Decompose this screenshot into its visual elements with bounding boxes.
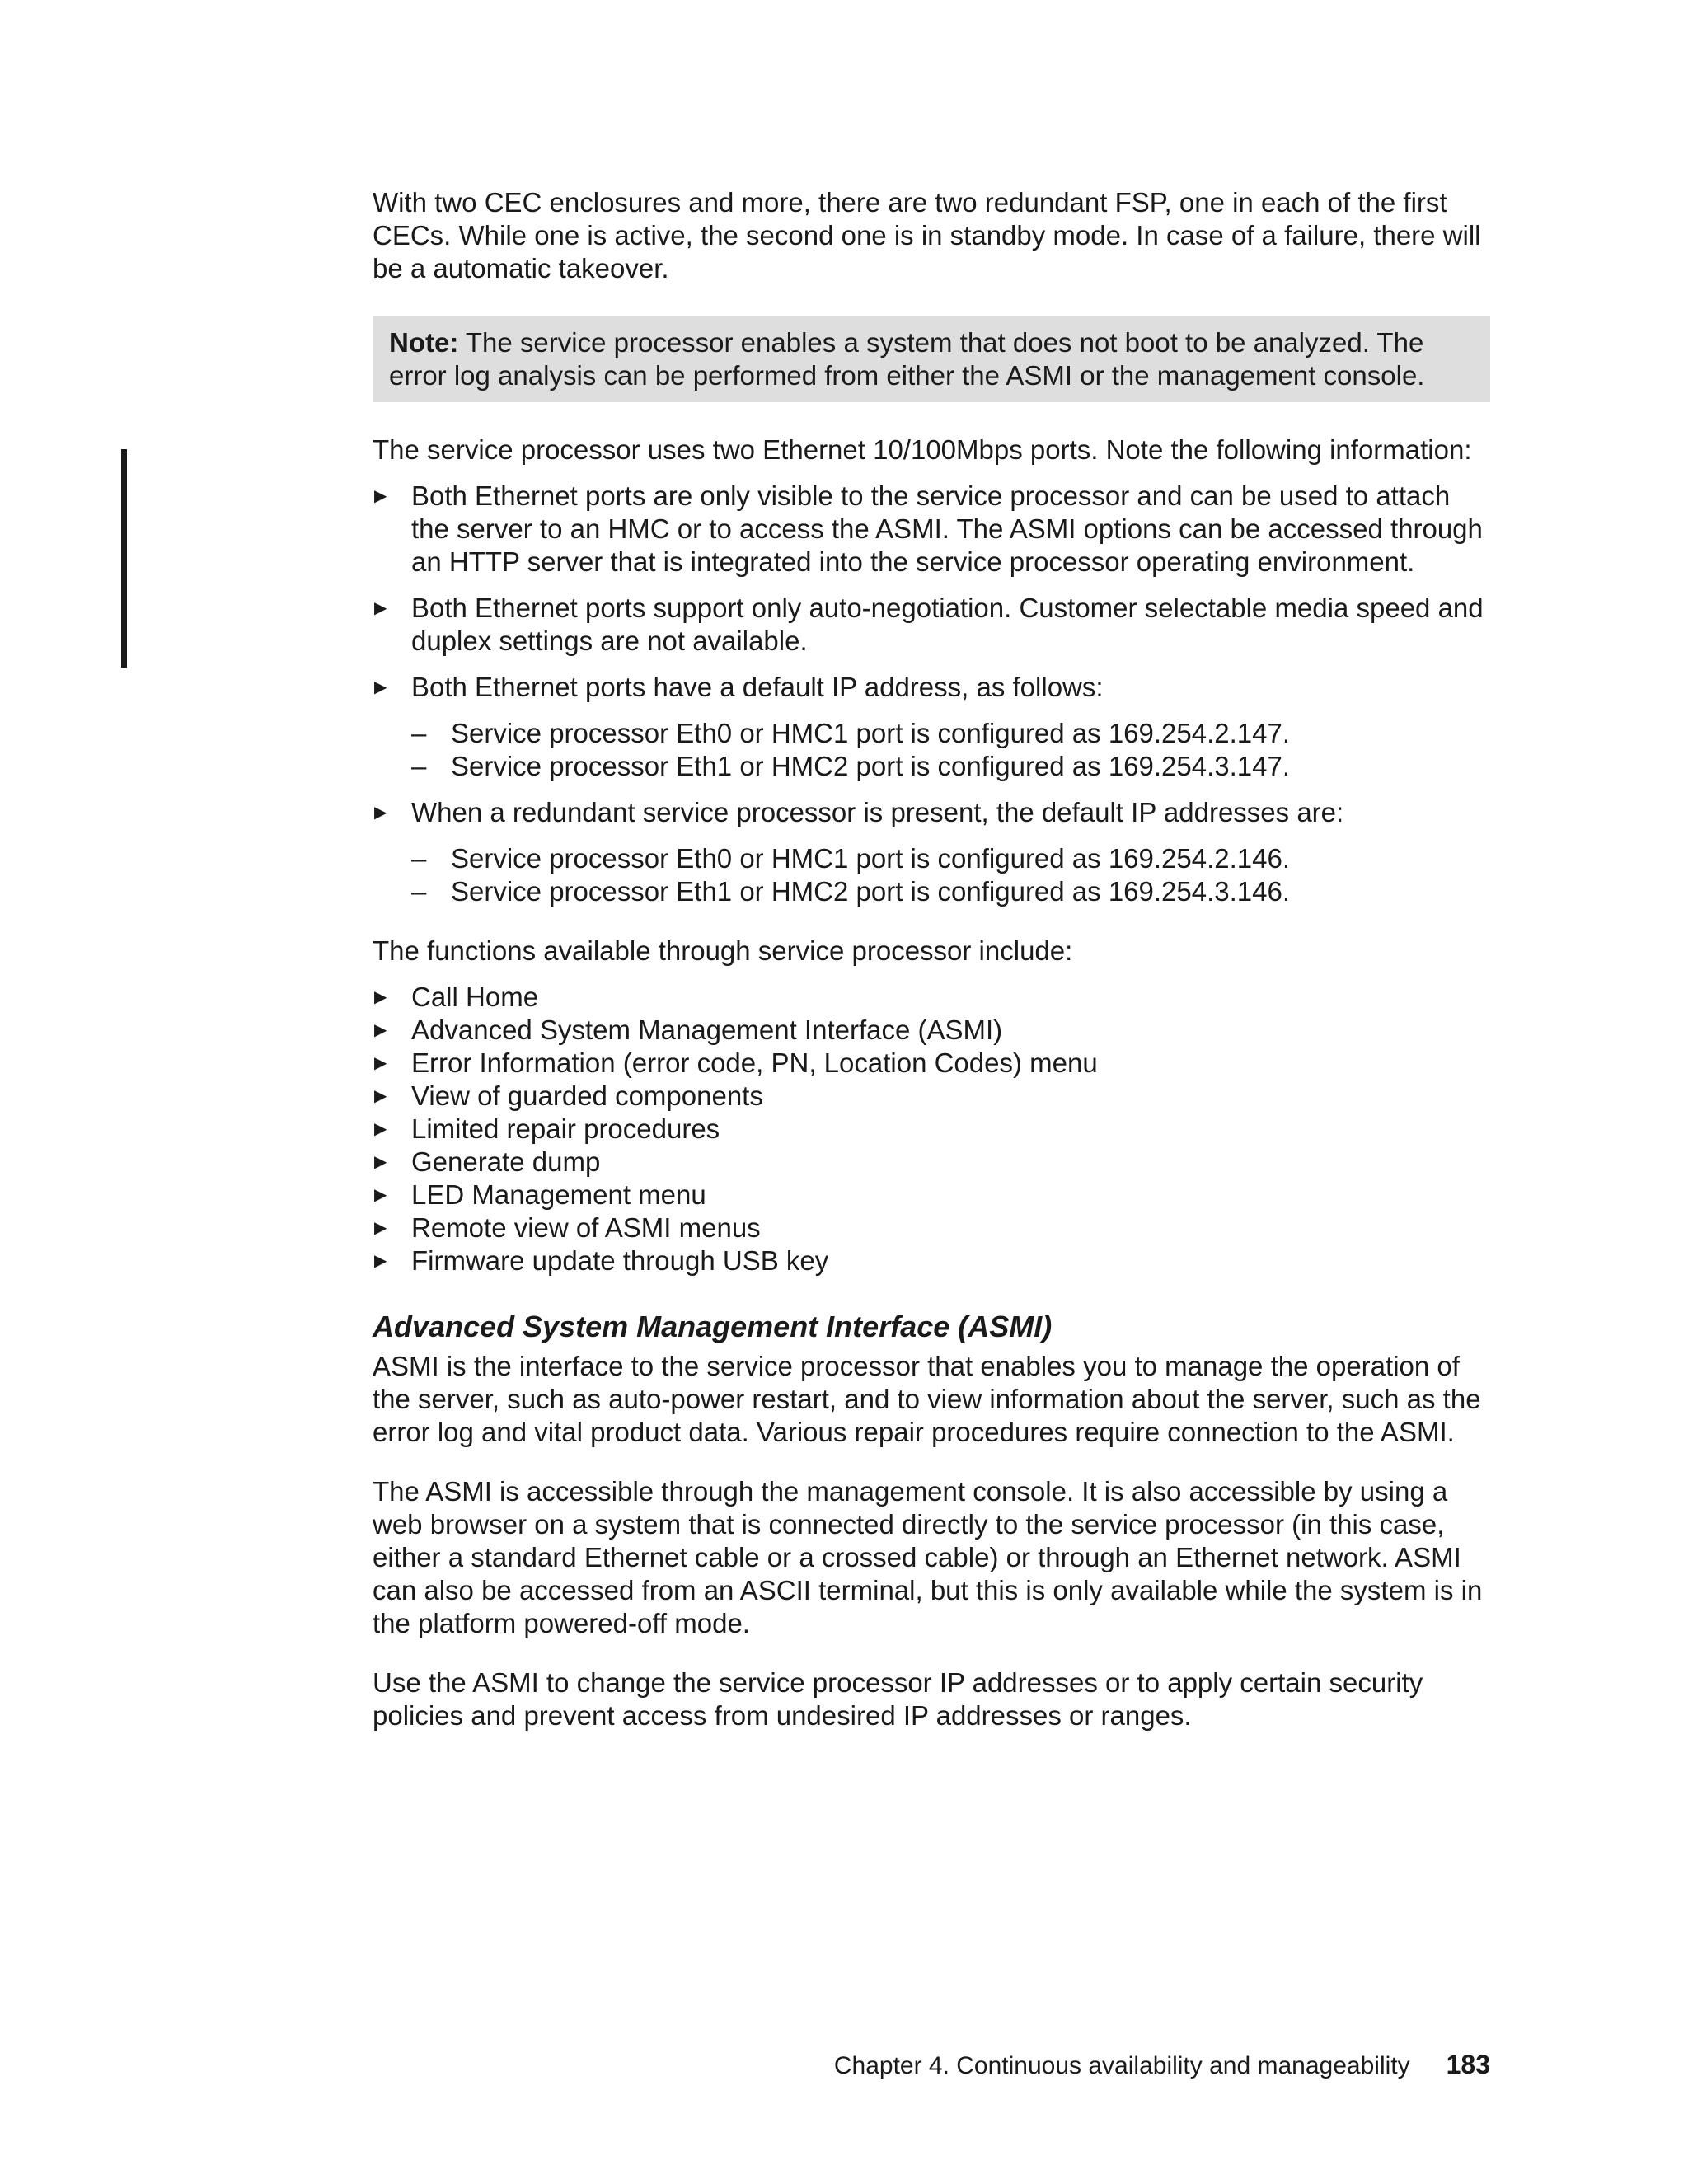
page-content [373,186,1490,1732]
list-item [373,1014,1490,1047]
list-item [373,1179,1490,1212]
dash-icon: – [411,718,427,748]
change-bar [121,449,127,668]
note-label: Note: [389,327,459,358]
list-item-text: Error Information (error code, PN, Location Codes) menu [411,1047,1098,1078]
list-item-text: Both Ethernet ports have a default IP address, as follows: [411,672,1104,702]
list-item-text: Both Ethernet ports are only visible to the service processor and can be used to attach the server to an HMC or to access the ASMI. The ASMI options can be accessed through an HTTP server that is integrated into the service processor operating environment. [411,480,1483,577]
redundant-ip-list [373,842,1490,908]
dash-icon: – [411,843,427,874]
list-item [373,671,1490,704]
ethernet-bullet-list [373,480,1490,704]
list-item-text: Limited repair procedures [411,1113,720,1144]
page-number: 183 [1446,2050,1490,2079]
list-item [373,1146,1490,1179]
list-item-text: Service processor Eth1 or HMC2 port is configured as 169.254.3.146. [451,876,1291,907]
list-item-text: Remote view of ASMI menus [411,1212,761,1243]
bullet-triangle-icon: ▶ [374,678,387,696]
default-ip-list [373,717,1490,783]
list-item-text: Both Ethernet ports support only auto-negotiation. Customer selectable media speed and duplex settings are not available. [411,593,1484,656]
asmi-paragraph: Use the ASMI to change the service processor IP addresses or to apply certain security policies and prevent access from undesired IP addresses or ranges. [373,1667,1423,1731]
bullet-triangle-icon: ▶ [374,1153,387,1171]
dash-icon: – [411,876,427,907]
list-item [373,842,1490,875]
dash-icon: – [411,751,427,781]
bullet-triangle-icon: ▶ [374,1120,387,1138]
list-item-text: Generate dump [411,1146,601,1177]
list-item-text: Advanced System Management Interface (ASMI) [411,1015,1003,1045]
chapter-title: Chapter 4. Continuous availability and manageability [833,2052,1410,2079]
list-item [373,480,1490,579]
list-item [373,981,1490,1014]
bullet-triangle-icon: ▶ [374,1186,387,1204]
list-item-text: Call Home [411,982,539,1012]
note-text: The service processor enables a system that does not boot to be analyzed. The error log analysis can be performed from either the ASMI or the management console. [389,327,1425,391]
list-item [373,1113,1490,1146]
note-box [373,316,1490,402]
list-item [373,796,1490,829]
bullet-triangle-icon: ▶ [374,599,387,617]
list-item-text: Firmware update through USB key [411,1245,829,1276]
list-item-text: View of guarded components [411,1080,763,1111]
bullet-triangle-icon: ▶ [374,1021,387,1039]
functions-list [373,981,1490,1277]
list-item [373,1047,1490,1080]
asmi-paragraph: ASMI is the interface to the service processor that enables you to manage the operation of the server, such as auto-power restart, and to view information about the server, such as the error log and vital product data. Various repair procedures require connection to the ASMI. [373,1351,1481,1447]
list-item [373,750,1490,783]
section-heading: Advanced System Management Interface (ASMI) [373,1310,1053,1343]
bullet-triangle-icon: ▶ [374,1087,387,1105]
bullet-triangle-icon: ▶ [374,988,387,1006]
list-item [373,717,1490,750]
list-item-text: Service processor Eth0 or HMC1 port is configured as 169.254.2.146. [451,843,1291,874]
list-item [373,1212,1490,1244]
list-item [373,592,1490,658]
redundant-bullet-list [373,796,1490,829]
bullet-triangle-icon: ▶ [374,1219,387,1237]
page-footer [834,2048,1490,2083]
bullet-triangle-icon: ▶ [374,804,387,822]
asmi-paragraph: The ASMI is accessible through the management console. It is also accessible by using a web browser on a system that is connected directly to the service processor (in this case, either a standard Ethernet cable or a crossed cable) or through an Ethernet network. ASMI can also be accessed from an ASCII terminal, but this is only available while the system is in the platform powered-off mode. [373,1476,1483,1638]
list-item-text: Service processor Eth0 or HMC1 port is configured as 169.254.2.147. [451,718,1291,748]
bullet-triangle-icon: ▶ [374,1252,387,1270]
list-item-text: Service processor Eth1 or HMC2 port is configured as 169.254.3.147. [451,751,1291,781]
intro-paragraph: With two CEC enclosures and more, there are two redundant FSP, one in each of the first CECs. While one is active, the second one is in standby mode. In case of a failure, there will be a automatic takeover. [373,187,1481,284]
list-item-text: When a redundant service processor is present, the default IP addresses are: [411,797,1344,827]
list-item [373,875,1490,908]
list-item [373,1244,1490,1277]
ethernet-intro: The service processor uses two Ethernet 10/100Mbps ports. Note the following information: [373,434,1472,465]
bullet-triangle-icon: ▶ [374,487,387,505]
list-item [373,1080,1490,1113]
bullet-triangle-icon: ▶ [374,1054,387,1072]
functions-intro: The functions available through service processor include: [373,935,1073,966]
list-item-text: LED Management menu [411,1179,706,1210]
